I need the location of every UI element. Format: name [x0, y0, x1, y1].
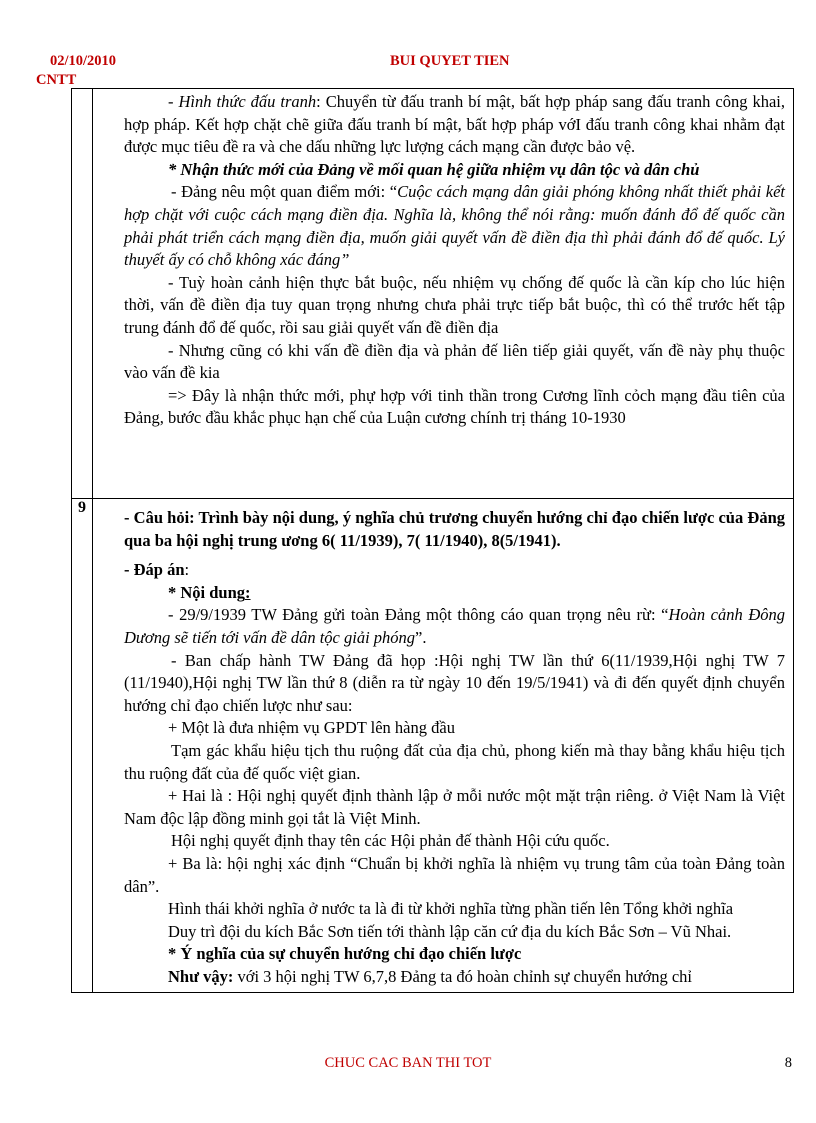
footer-message: CHUC CAC BAN THI TOT [324, 1055, 492, 1071]
page-number: 8 [784, 1055, 792, 1071]
row-number [72, 89, 93, 499]
paragraph: Tạm gác khẩu hiệu tịch thu ruộng đất của địa chủ, phong kiến mà thay bằng khẩu hiệu tịch thu ruộng đất của đế quốc việt gian. [124, 740, 785, 783]
header-department: CNTT [36, 72, 77, 88]
paragraph: - Nhưng cũng có khi vấn đề điền địa và phản đế liên tiếp giải quyết, vấn đề này phụ thuộc vào vấn đề kia [124, 340, 785, 383]
paragraph: Hội nghị quyết định thay tên các Hội phản đế thành Hội cứu quốc. [171, 831, 610, 851]
paragraph: + Ba là: hội nghị xác định “Chuẩn bị khởi nghĩa là nhiệm vụ trung tâm của toàn Đảng toàn dân”. [124, 853, 785, 896]
section-heading: * Nhận thức mới của Đảng về mối quan hệ giữa nhiệm vụ dân tộc và dân chủ [168, 159, 700, 179]
paragraph: - Đảng nêu một quan điểm mới: “Cuộc cách mạng dân giải phóng không nhất thiết phải kết hợp chặt với cuộc cách mạng điền địa. Nghĩa là, không thể nói rằng: muốn đánh đổ đế quốc cần phải phát triển cách mạng điền địa, muốn giải quyết vấn đề điền địa thì phải đánh đổ đế quốc. Lý thuyết ấy có chỗ không xác đáng” [124, 182, 786, 270]
paragraph: - Hình thức đấu tranh: Chuyển từ đấu tranh bí mật, bất hợp pháp sang đấu tranh công khai, hợp pháp. Kết hợp chặt chẽ giữa đấu tranh bí mật, bất hợp pháp vớI đấu tranh công khai nhằm đạt được mục tiêu đề ra và che dấu những lực lượng cách mạng cần được bảo vệ. [124, 92, 785, 157]
paragraph: => Đây là nhận thức mới, phự hợp với tinh thần trong Cương lĩnh cỏch mạng đầu tiên của Đảng, bước đầu khắc phục hạn chế của Luận cương chính trị tháng 10-1930 [124, 385, 785, 428]
meaning-heading: * Ý nghĩa của sự chuyển hướng chỉ đạo chiến lược [168, 944, 522, 964]
paragraph: Như vậy: với 3 hội nghị TW 6,7,8 Đảng ta đó hoàn chỉnh sự chuyển hướng chỉ [168, 966, 692, 986]
row-content [93, 499, 794, 993]
paragraph: + Một là đưa nhiệm vụ GPDT lên hàng đầu [168, 718, 455, 738]
paragraph: Duy trì đội du kích Bắc Sơn tiến tới thành lập căn cứ địa du kích Bắc Sơn – Vũ Nhai. [168, 921, 732, 941]
paragraph: - Ban chấp hành TW Đảng đã họp :Hội nghị TW lần thứ 6(11/1939,Hội nghị TW 7 (11/1940),Hội nghị TW lần thứ 8 (diễn ra từ ngày 10 đến 19/5/1941) và đi đến quyết định chuyển hướng chỉ đạo chiến lược như sau: [124, 650, 785, 715]
table-row [72, 499, 794, 993]
quote-text: Hoàn cảnh Đông Dương sẽ tiến tới vấn đề dân tộc giải phóng [124, 605, 785, 647]
quote-text: Cuộc cách mạng dân giải phóng không nhất thiết phải kết hợp chặt với cuộc cách mạng điền địa. Nghĩa là, không thể nói rằng: muốn đánh đổ đế quốc cần phải phát triển cách mạng điền địa, muốn giải quyết vấn đề điền địa thì phải đánh đổ đế quốc. Lý thuyết ấy có chỗ không xác đáng” [124, 182, 786, 270]
content-table [71, 88, 794, 993]
header-author: BUI QUYET TIEN [390, 53, 510, 69]
paragraph: + Hai là : Hội nghị quyết định thành lập ở mỗi nước một mặt trận riêng. ở Việt Nam là Việt Nam độc lập đồng minh gọi tắt là Việt Minh. [124, 786, 785, 828]
paragraph: - Tuỳ hoàn cảnh hiện thực bắt buộc, nếu nhiệm vụ chống đế quốc là cần kíp cho lúc hiện thời, vấn đề điền địa tuy quan trọng nhưng chưa phải trực tiếp bắt buộc, thì có thể trước hết tập trung đánh đổ đế quốc, rồi sau giải quyết vấn đề điền địa [124, 272, 785, 337]
paragraph: - 29/9/1939 TW Đảng gửi toàn Đảng một thông cáo quan trọng nêu rừ: “Hoàn cảnh Đông Dương sẽ tiến tới vấn đề dân tộc giải phóng”. [124, 605, 785, 647]
row-number: 9 [72, 499, 93, 993]
table-row [72, 89, 794, 499]
struggle-form-label: Hình thức đấu tranh [178, 92, 317, 111]
content-heading: * Nội dung: [168, 582, 251, 602]
row-content [93, 89, 794, 499]
paragraph: Hình thái khởi nghĩa ở nước ta là đi từ khởi nghĩa từng phần tiến lên Tổng khởi nghĩa [168, 899, 734, 919]
header-date: 02/10/2010 [50, 53, 117, 69]
question: - Câu hỏi: Trình bày nội dung, ý nghĩa chủ trương chuyển hướng chỉ đạo chiến lược của Đảng qua ba hội nghị trung ương 6( 11/1939), 7( 11/1940), 8(5/1941). [124, 508, 785, 550]
answer-label: - Đáp án: [124, 560, 190, 580]
